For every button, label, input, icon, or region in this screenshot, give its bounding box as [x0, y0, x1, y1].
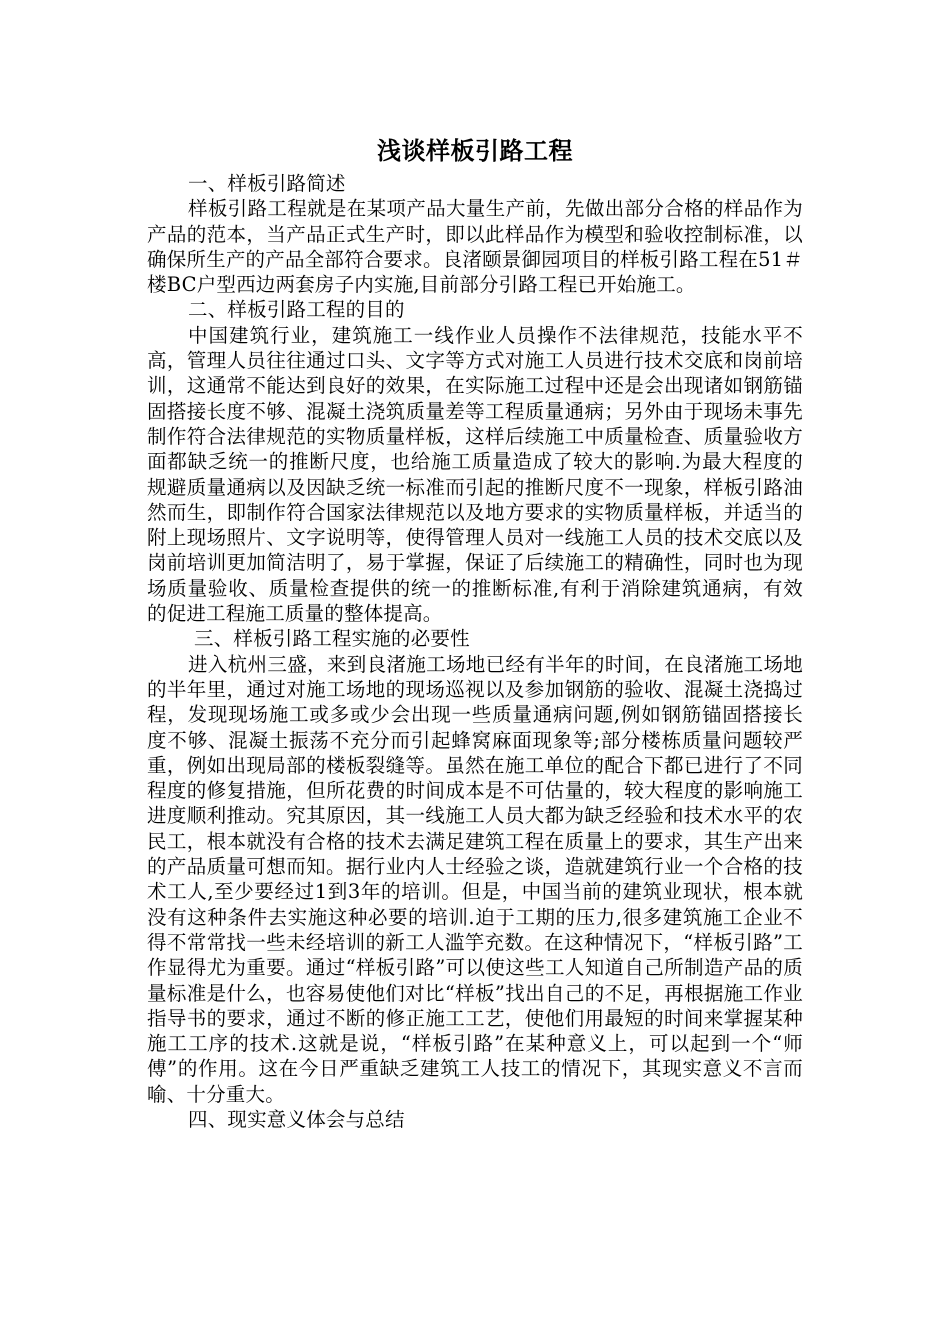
section-heading-4: 四、现实意义体会与总结	[188, 1107, 405, 1131]
section-paragraph-1: 样板引路工程就是在某项产品大量生产前，先做出部分合格的样品作为产品的范本，当产品正式生产时，即以此样品作为模型和验收控制标准，以确保所生产的产品全部符合要求。良渚颐景御园项目的样板引路工程在51＃楼BC户型西边两套房子内实施,目前部分引路工程已开始施工。	[147, 197, 803, 297]
section-heading-1: 一、样板引路简述	[188, 172, 346, 195]
document-body	[147, 132, 803, 1132]
section-paragraph-3: 进入杭州三盛，来到良渚施工场地已经有半年的时间，在良渚施工场地的半年里，通过对施工场地的现场巡视以及参加钢筋的验收、混凝土浇捣过程，发现现场施工或多或少会出现一些质量通病问题,例如钢筋锚固搭接长度不够、混凝土振荡不充分而引起蜂窝麻面现象等;部分楼栋质量问题较严重，例如出现局部的楼板裂缝等。虽然在施工单位的配合下都已进行了不同程度的修复措施，但所花费的时间成本是不可估量的，较大程度的影响施工进度顺利推动。究其原因，其一线施工人员大都为缺乏经验和技术水平的农民工，根本就没有合格的技术去满足建筑工程在质量上的要求，其生产出来的产品质量可想而知。据行业内人士经验之谈，造就建筑行业一个合格的技术工人,至少要经过1到3年的培训。但是，中国当前的建筑业现状，根本就没有这种条件去实施这种必要的培训.迫于工期的压力,很多建筑施工企业不得不常常找一些未经培训的新工人滥竽充数。在这种情况下，“样板引路”工作显得尤为重要。通过“样板引路”可以使这些工人知道自己所制造产品的质量标准是什么，也容易使他们对比“样板”找出自己的不足，再根据施工作业指导书的要求，通过不断的修正施工工艺，使他们用最短的时间来掌握某种施工工序的技术.这就是说，“样板引路”在某种意义上，可以起到一个“师傅”的作用。这在今日严重缺乏建筑工人技工的情况下，其现实意义不言而喻、十分重大。	[147, 652, 803, 1106]
document-title: 浅谈样板引路工程	[377, 136, 573, 165]
section-heading-3: 三、样板引路工程实施的必要性	[194, 627, 470, 651]
section-heading-2: 二、样板引路工程的目的	[188, 298, 405, 322]
section-paragraph-2: 中国建筑行业，建筑施工一线作业人员操作不法律规范，技能水平不高，管理人员往往通过口头、文字等方式对施工人员进行技术交底和岗前培训，这通常不能达到良好的效果，在实际施工过程中还是会出现诸如钢筋锚固搭接长度不够、混凝土浇筑质量差等工程质量通病；另外由于现场未事先制作符合法律规范的实物质量样板，这样后续施工中质量检查、质量验收方面都缺乏统一的推断尺度，也给施工质量造成了较大的影响.为最大程度的规避质量通病以及因缺乏统一标准而引起的推断尺度不一现象，样板引路油然而生，即制作符合国家法律规范以及地方要求的实物质量样板，并适当的附上现场照片、文字说明等，使得管理人员对一线施工人员的技术交底以及岗前培训更加简洁明了，易于掌握，保证了后续施工的精确性，同时也为现场质量验收、质量检查提供的统一的推断标准,有利于消除建筑通病，有效的促进工程施工质量的整体提高。	[147, 323, 803, 626]
